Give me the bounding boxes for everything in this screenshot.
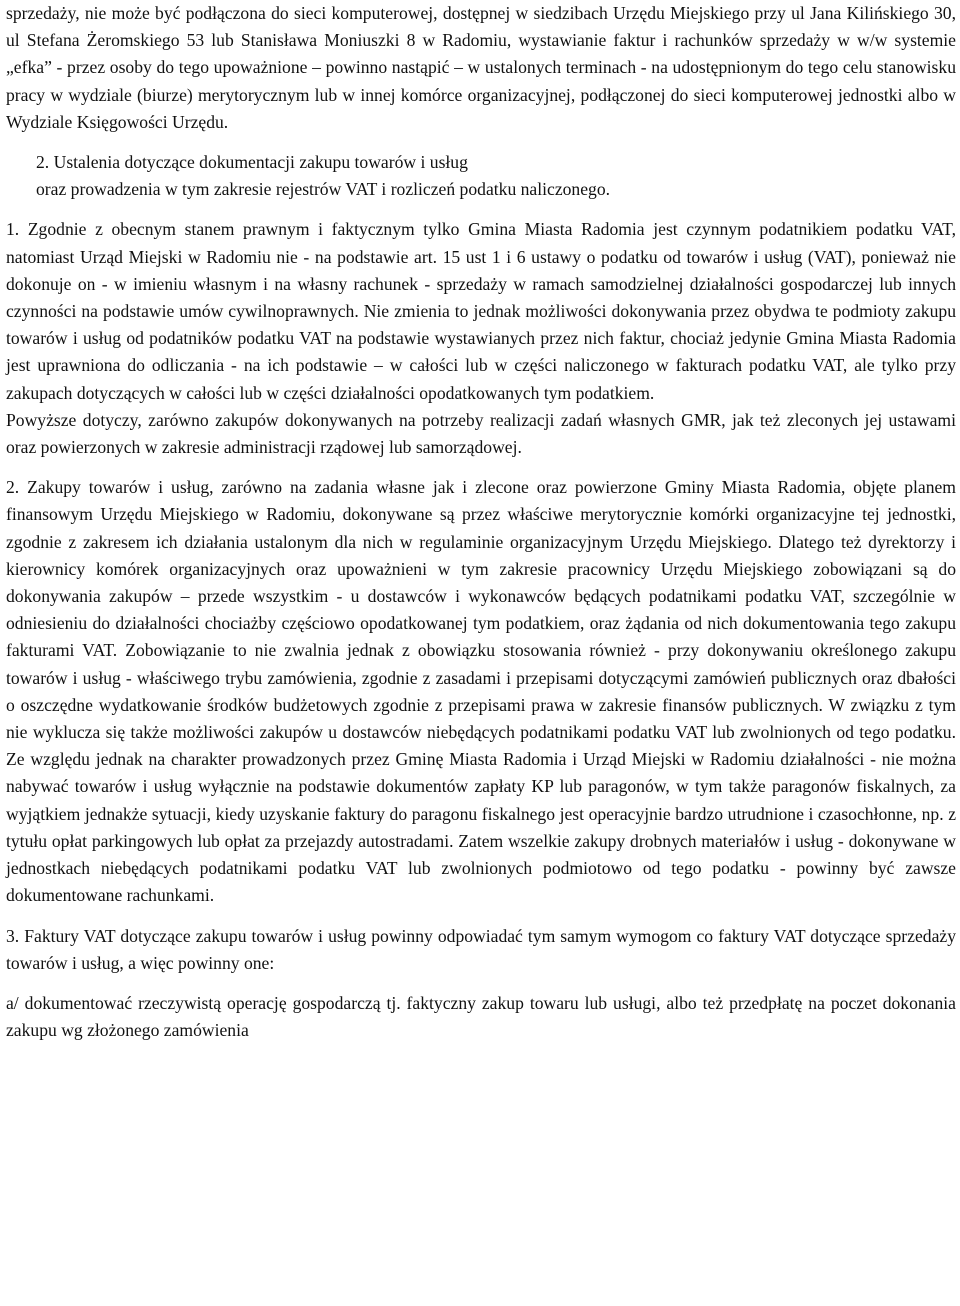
- section-heading: [6, 149, 956, 203]
- paragraph-3: 3. Faktury VAT dotyczące zakupu towarów i usług powinny odpowiadać tym samym wymogom co faktury VAT dotyczące sprzedaży towarów i usług, a więc powinny one:: [6, 925, 956, 973]
- section-title-line2: oraz prowadzenia w tym zakresie rejestrów VAT i rozliczeń podatku naliczonego.: [36, 179, 611, 200]
- intro-paragraph: sprzedaży, nie może być podłączona do sieci komputerowej, dostępnej w siedzibach Urzędu Miejskiego przy ul Jana Kilińskiego 30, ul Stefana Żeromskiego 53 lub Stanisława Moniuszki 8 w Radomiu, wystawianie faktur i rachunków sprzedaży w w/w systemie „efka” - przez osoby do tego upoważnione – powinno nastąpić – w ustalonych terminach - na udostępnionym do tego celu stanowisku pracy w wydziale (biurze) merytorycznym lub w innej komórce organizacyjnej, podłączonej do sieci komputerowej jednostki albo w Wydziale Księgowości Urzędu.: [6, 3, 956, 132]
- paragraph-3a: a/ dokumentować rzeczywistą operację gospodarczą tj. faktyczny zakup towaru lub usługi, albo też przedpłatę na poczet dokonania zakupu wg złożonego zamówienia: [6, 992, 956, 1041]
- paragraph-1: 1. Zgodnie z obecnym stanem prawnym i faktycznym tylko Gmina Miasta Radomia jest czynnym podatnikiem podatku VAT, natomiast Urząd Miejski w Radomiu nie - na podstawie art. 15 ust 1 i 6 ustawy o podatku od towarów i usług (VAT), ponieważ nie dokonuje on - w imieniu własnym i na własny rachunek - sprzedaży w ramach samodzielnej działalności gospodarczej lub innych czynności na podstawie umów cywilnoprawnych. Nie zmienia to jednak możliwości dokonywania przez obydwa te podmioty zakupu towarów i usług od podatników podatku VAT na podstawie wystawianych przez nich faktur, chociaż jedynie Gmina Miasta Radomia jest uprawniona do odliczania - na ich podstawie – w całości lub w części naliczonego w fakturach podatku VAT, ale tylko przy zakupach dotyczących w całości lub w części działalności opodatkowanych tym podatkiem.: [6, 219, 956, 403]
- section-title-line1: Ustalenia dotyczące dokumentacji zakupu towarów i usług: [53, 152, 468, 173]
- document-page: [6, 0, 956, 1044]
- section-number: 2.: [36, 152, 50, 173]
- paragraph-2: 2. Zakupy towarów i usług, zarówno na zadania własne jak i zlecone oraz powierzone Gminy Miasta Radomia, objęte planem finansowym Urzędu Miejskiego w Radomiu, dokonywane są przez właściwe merytorycznie komórki organizacyjne tej jednostki, zgodnie z zakresem ich działania ustalonym dla nich w regulaminie organizacyjnym Urzędu Miejskiego. Dlatego też dyrektorzy i kierownicy komórek organizacyjnych oraz upoważnieni w tym zakresie pracownicy Urzędu Miejskiego zobowiązani są do dokonywania zakupów – przede wszystkim - u dostawców i wykonawców będących podatnikami podatku VAT, szczególnie w odniesieniu do działalności chociażby częściowo opodatkowanej tym podatkiem, oraz żądania od nich dokumentowania tego zakupu fakturami VAT. Zobowiązanie to nie zwalnia jednak z obowiązku stosowania również - przy dokonywaniu określonego zakupu towarów i usług - właściwego trybu zamówienia, zgodnie z zasadami i przepisami dotyczącymi zamówień publicznych oraz dbałości o oszczędne wydatkowanie środków budżetowych zgodnie z przepisami prawa w zakresie finansów publicznych. W związku z tym nie wyklucza się także możliwości zakupów u dostawców niebędących podatnikami podatku VAT lub zwolnionych od tego podatku. Ze względu jednak na charakter prowadzonych przez Gminę Miasta Radomia i Urząd Miejski w Radomiu działalności - nie można nabywać towarów i usług wyłącznie na podstawie dokumentów zapłaty KP lub paragonów, w tym także paragonów fiskalnych, za wyjątkiem jednakże sytuacji, kiedy uzyskanie faktury do paragonu fiskalnego jest operacyjnie bardzo utrudnione i czasochłonne, np. z tytułu opłat parkingowych lub opłat za przejazdy autostradami. Zatem wszelkie zakupy drobnych materiałów i usług - dokonywane w jednostkach niebędących podatnikami podatku VAT lub zwolnionych podmiotowo od tego podatku - powinny być zawsze dokumentowane rachunkami.: [6, 477, 956, 906]
- paragraph-1-continuation: Powyższe dotyczy, zarówno zakupów dokonywanych na potrzeby realizacji zadań własnych GMR, jak też zleconych jej ustawami oraz powierzonych w zakresie administracji rządowej lub samorządowej.: [6, 409, 956, 458]
